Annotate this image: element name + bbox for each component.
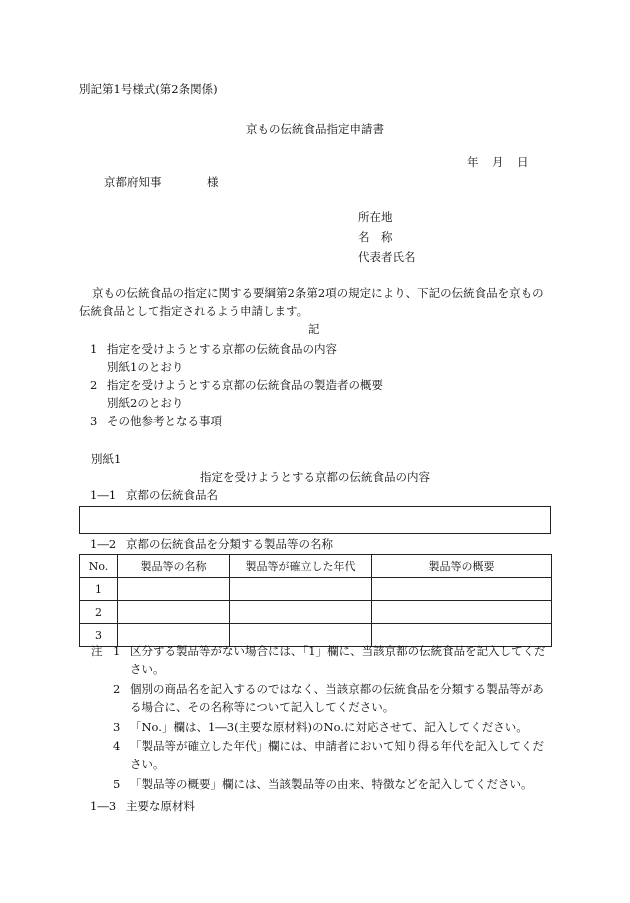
form-title: 京もの伝統食品指定申請書 (246, 122, 384, 136)
notes-label: 注 (91, 644, 103, 658)
note-1-number: 1 (113, 644, 121, 658)
note-1-line-1: 区分する製品等がない場合には、「1」欄に、当該京都の伝統食品を記入してくだ (130, 644, 546, 658)
product-name-cell[interactable] (118, 601, 230, 624)
applicant-rep-label: 代表者氏名 (358, 250, 416, 264)
item-1-sub: 別紙1のとおり (107, 360, 184, 374)
ki-mark: 記 (308, 322, 320, 336)
note-4-number: 4 (113, 739, 121, 753)
table-row (80, 578, 552, 601)
row-number: 3 (80, 624, 118, 647)
body-line-1: 京もの伝統食品の指定に関する要綱第2条第2項の規定により、下記の伝統食品を京もの (92, 286, 544, 300)
item-1-number: 1 (90, 342, 98, 356)
attachment-label: 別紙1 (91, 452, 122, 466)
products-table (79, 554, 552, 647)
col-header-established-era: 製品等が確立した年代 (230, 555, 372, 578)
note-2-number: 2 (113, 682, 121, 696)
note-5-number: 5 (113, 777, 121, 791)
col-header-product-overview: 製品等の概要 (372, 555, 552, 578)
established-era-cell[interactable] (230, 578, 372, 601)
table-row (80, 601, 552, 624)
item-1-text: 指定を受けようとする京都の伝統食品の内容 (107, 342, 337, 356)
item-3-text: その他参考となる事項 (107, 414, 222, 428)
note-4-line-1: 「製品等が確立した年代」欄には、申請者において知り得る年代を記入してくだ (130, 739, 544, 753)
col-header-product-name: 製品等の名称 (118, 555, 230, 578)
attachment-title: 指定を受けようとする京都の伝統食品の内容 (200, 470, 430, 484)
product-overview-cell[interactable] (372, 601, 552, 624)
note-3-line-1: 「No.」欄は、1―3(主要な原材料)のNo.に対応させて、記入してください。 (130, 720, 528, 734)
form-header: 別記第1号様式(第2条関係) (79, 82, 218, 96)
date-line: 年 月 日 (467, 155, 530, 169)
section-1-1-number: 1―1 (90, 488, 117, 502)
table-header-row (80, 555, 552, 578)
section-1-3-number: 1―3 (90, 799, 117, 813)
row-number: 2 (80, 601, 118, 624)
note-2-line-2: る場合に、その名称等について記入してください。 (130, 700, 395, 714)
section-1-3-label: 主要な原材料 (126, 799, 195, 813)
row-number: 1 (80, 578, 118, 601)
col-header-no: No. (80, 555, 118, 578)
applicant-name-label: 名 称 (358, 230, 393, 244)
food-name-field[interactable] (79, 506, 551, 534)
note-2-line-1: 個別の商品名を記入するのではなく、当該京都の伝統食品を分類する製品等があ (130, 682, 544, 696)
item-2-sub: 別紙2のとおり (107, 396, 184, 410)
section-1-2-label: 京都の伝統食品を分類する製品等の名称 (126, 537, 333, 551)
note-3-number: 3 (113, 720, 121, 734)
applicant-address-label: 所在地 (358, 210, 393, 224)
section-1-1-label: 京都の伝統食品名 (126, 488, 218, 502)
established-era-cell[interactable] (230, 601, 372, 624)
note-4-line-2: さい。 (130, 757, 165, 771)
section-1-2-number: 1―2 (90, 537, 117, 551)
body-line-2: 伝統食品として指定されるよう申請します。 (79, 304, 309, 318)
addressee-suffix: 様 (207, 175, 219, 189)
product-name-cell[interactable] (118, 578, 230, 601)
addressee: 京都府知事 (104, 175, 162, 189)
note-1-line-2: さい。 (130, 662, 165, 676)
item-2-number: 2 (90, 378, 98, 392)
item-2-text: 指定を受けようとする京都の伝統食品の製造者の概要 (107, 378, 383, 392)
note-5-line-1: 「製品等の概要」欄には、当該製品等の由来、特徴などを記入してください。 (130, 777, 533, 791)
item-3-number: 3 (90, 414, 98, 428)
product-overview-cell[interactable] (372, 578, 552, 601)
